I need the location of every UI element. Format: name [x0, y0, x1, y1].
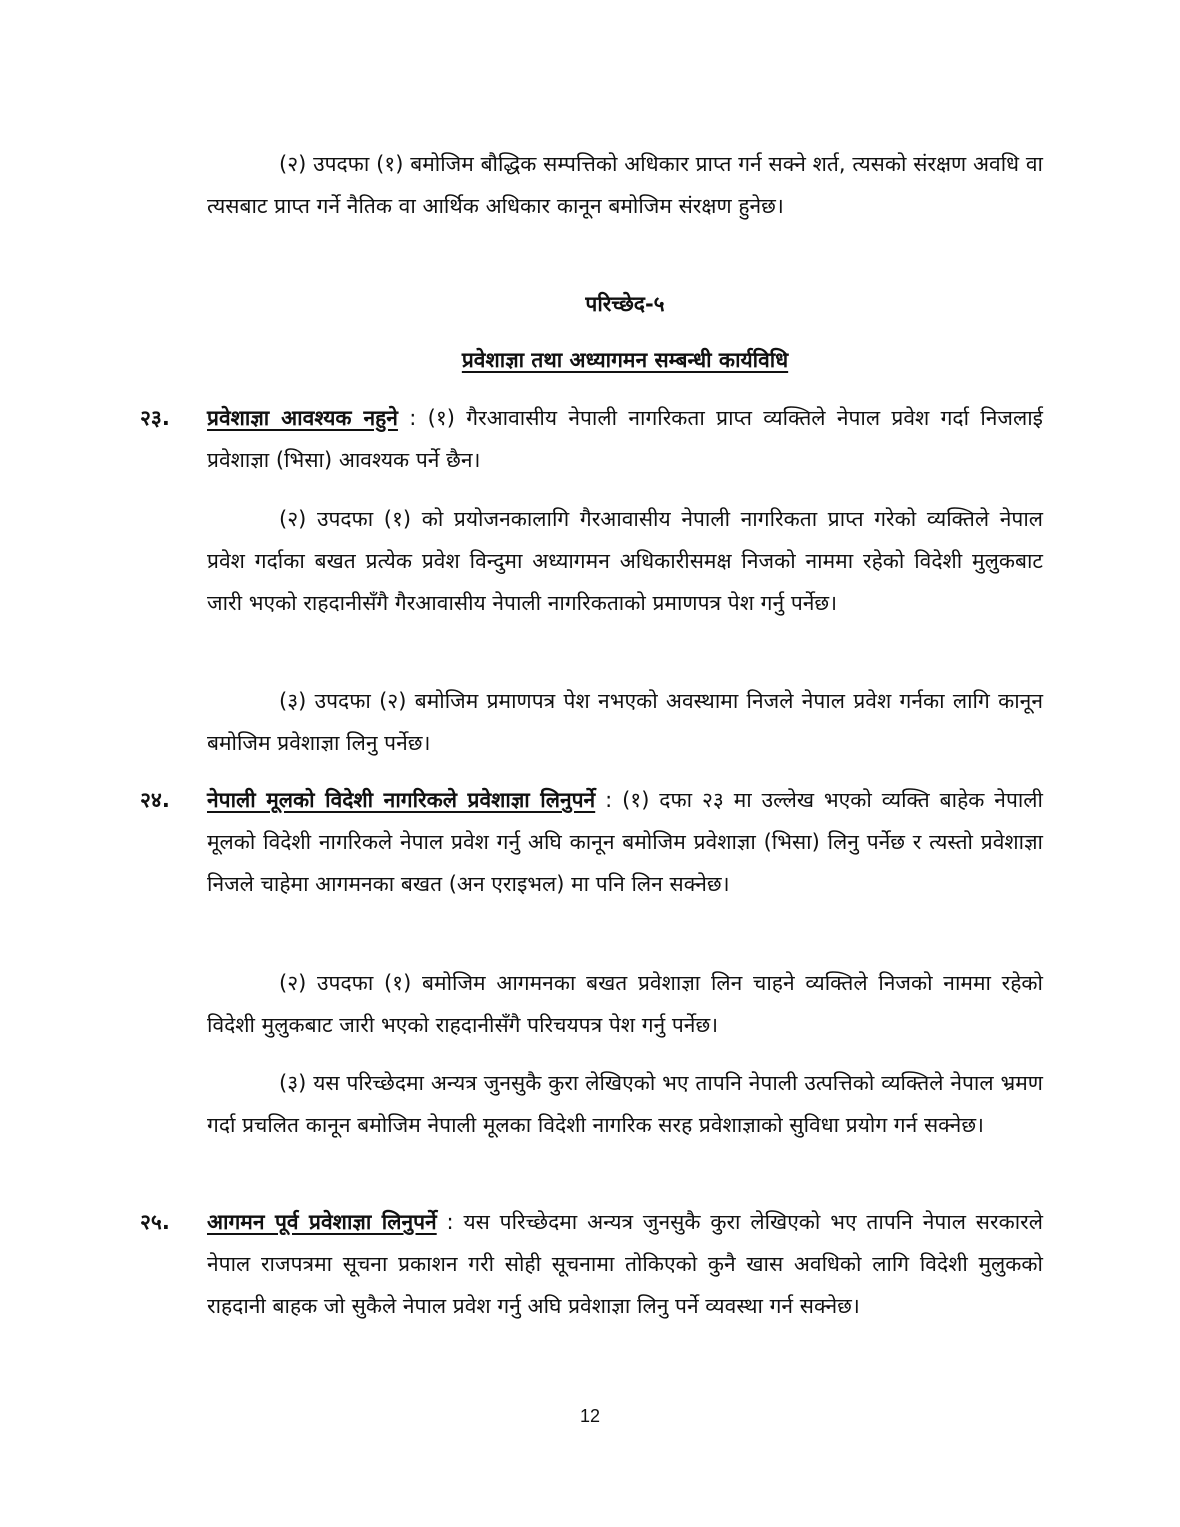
section-25-heading: आगमन पूर्व प्रवेशाज्ञा लिनुपर्ने: [207, 1210, 437, 1234]
paragraph-22-2: (२) उपदफा (१) बमोजिम बौद्धिक सम्पत्तिको अधिकार प्राप्त गर्न सक्ने शर्त, त्यसको संरक्षण अवधि वा त्यसबाट प्राप्त गर्ने नैतिक वा आर्थिक अधिकार कानून बमोजिम संरक्षण हुनेछ।: [207, 152, 1043, 218]
section-25-paragraph-1: [207, 1201, 1043, 1327]
section-24-paragraph-1: [207, 779, 1043, 905]
section-23-text-1: : (१) गैरआवासीय नेपाली नागरिकता प्राप्त व्यक्तिले नेपाल प्रवेश गर्दा निजलाई प्रवेशाज्ञा (भिसा) आवश्यक पर्ने छैन।: [207, 406, 1043, 472]
section-23-paragraph-3: (३) उपदफा (२) बमोजिम प्रमाणपत्र पेश नभएको अवस्थामा निजले नेपाल प्रवेश गर्नका लागि कानून बमोजिम प्रवेशाज्ञा लिनु पर्नेछ।: [207, 689, 1043, 755]
section-24-paragraph-2: (२) उपदफा (१) बमोजिम आगमनका बखत प्रवेशाज्ञा लिन चाहने व्यक्तिले निजको नाममा रहेको विदेशी मुलुकबाट जारी भएको राहदानीसँगै परिचयपत्र पेश गर्नु पर्नेछ।: [207, 971, 1043, 1037]
section-23-paragraph-1: [207, 397, 1043, 481]
section-24-heading: नेपाली मूलको विदेशी नागरिकले प्रवेशाज्ञा लिनुपर्ने: [207, 788, 596, 812]
section-24-number: २४.: [140, 788, 170, 812]
section-24-paragraph-3: (३) यस परिच्छेदमा अन्यत्र जुनसुकै कुरा लेखिएको भए तापनि नेपाली उत्पत्तिको व्यक्तिले नेपाल भ्रमण गर्दा प्रचलित कानून बमोजिम नेपाली मूलका विदेशी नागरिक सरह प्रवेशाज्ञाको सुविधा प्रयोग गर्न सक्नेछ।: [207, 1071, 1043, 1137]
chapter-number: परिच्छेद-५: [585, 292, 665, 316]
chapter-title: [207, 346, 1043, 374]
section-25-text-1: : यस परिच्छेदमा अन्यत्र जुनसुकै कुरा लेखिएको भए तापनि नेपाल सरकारले नेपाल राजपत्रमा सूचना प्रकाशन गरी सोही सूचनामा तोकिएको कुनै खास अवधिको लागि विदेशी मुलुकको राहदानी बाहक जो सुकैले नेपाल प्रवेश गर्नु अघि प्रवेशाज्ञा लिनु पर्ने व्यवस्था गर्न सक्नेछ।: [207, 1210, 1043, 1318]
page-number: 12: [579, 1406, 601, 1426]
section-25-number: २५.: [140, 1210, 170, 1234]
section-24-text-1: : (१) दफा २३ मा उल्लेख भएको व्यक्ति बाहेक नेपाली मूलको विदेशी नागरिकले नेपाल प्रवेश गर्नु अघि कानून बमोजिम प्रवेशाज्ञा (भिसा) लिनु पर्नेछ र त्यस्तो प्रवेशाज्ञा निजले चाहेमा आगमनका बखत (अन एराइभल) मा पनि लिन सक्नेछ।: [207, 788, 1043, 896]
section-23-paragraph-2: (२) उपदफा (१) को प्रयोजनकालागि गैरआवासीय नेपाली नागरिकता प्राप्त गरेको व्यक्तिले नेपाल प्रवेश गर्दाका बखत प्रत्येक प्रवेश विन्दुमा अध्यागमन अधिकारीसमक्ष निजको नाममा रहेको विदेशी मुलुकबाट जारी भएको राहदानीसँगै गैरआवासीय नेपाली नागरिकताको प्रमाणपत्र पेश गर्नु पर्नेछ।: [207, 507, 1043, 615]
chapter-title-text: प्रवेशाज्ञा तथा अध्यागमन सम्बन्धी कार्यविधि: [461, 348, 789, 372]
section-23-number: २३.: [140, 406, 170, 430]
section-23-heading: प्रवेशाज्ञा आवश्यक नहुने: [207, 406, 398, 430]
